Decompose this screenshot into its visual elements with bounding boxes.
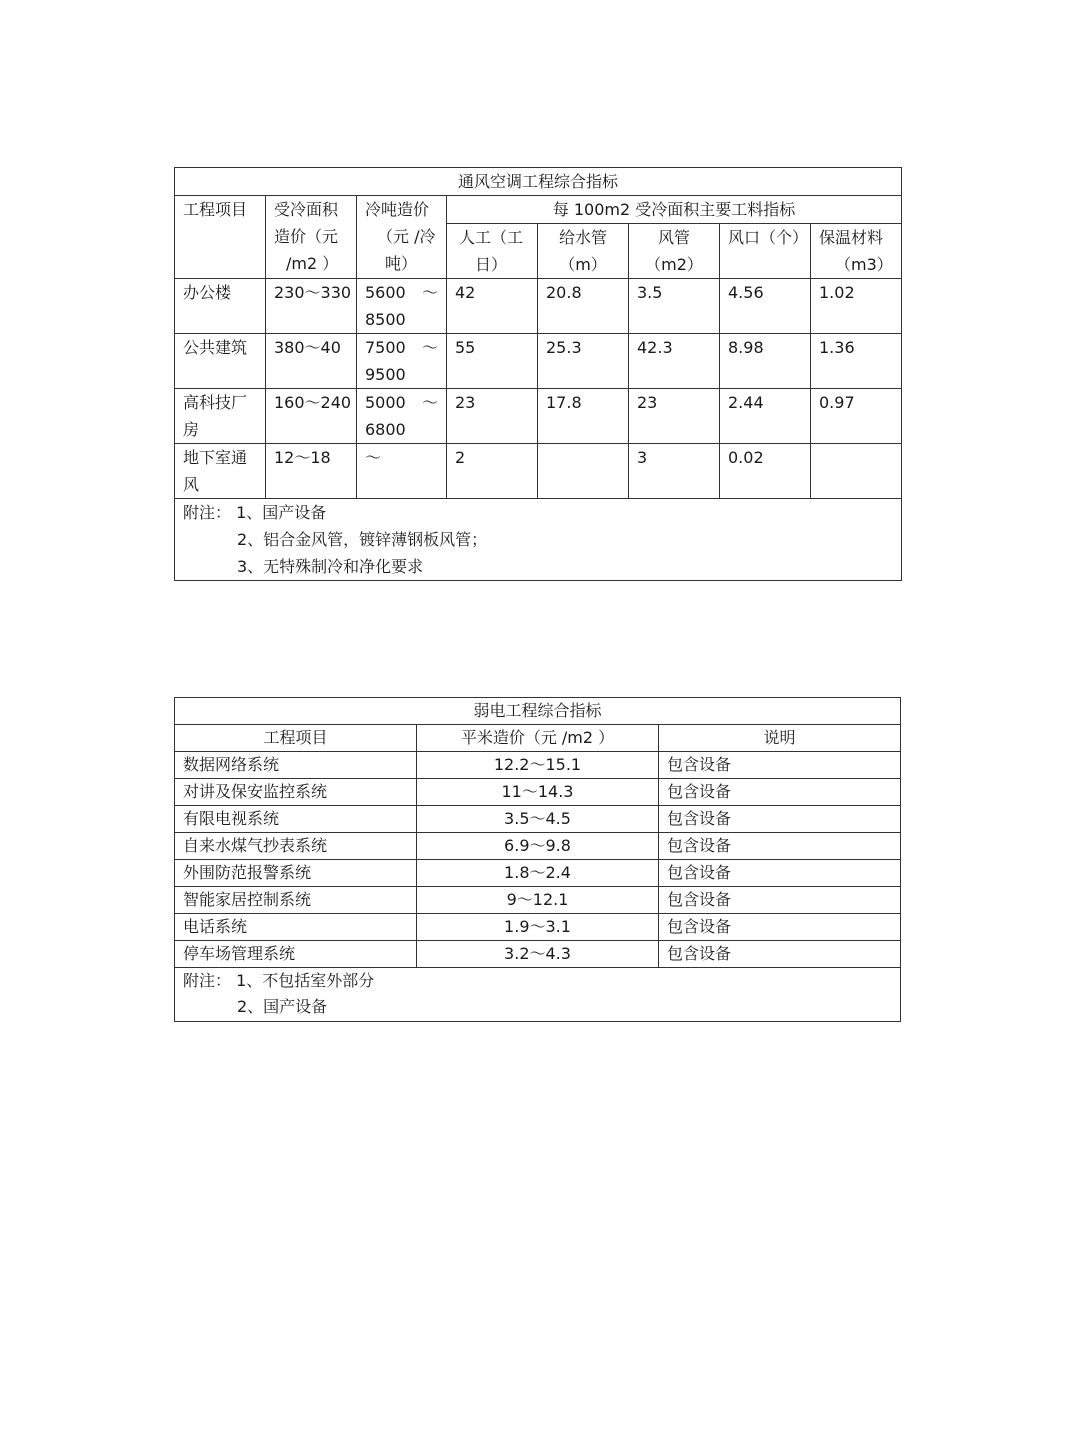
note-1: 附注： 1、国产设备 bbox=[183, 503, 327, 522]
table-row: 电话系统 1.9～3.1 包含设备 bbox=[175, 914, 901, 941]
table-row: 有限电视系统 3.5～4.5 包含设备 bbox=[175, 806, 901, 833]
hvac-table-title: 通风空调工程综合指标 bbox=[175, 168, 902, 196]
table-row: 公共建筑 380～40 7500 ～ 9500 55 25.3 42.3 8.98 1.36 bbox=[175, 334, 902, 389]
weak-current-index-table bbox=[174, 697, 901, 1022]
header-area-cost: 受冷面积 造价（元 /m2 ） bbox=[266, 196, 357, 279]
table-row: 智能家居控制系统 9～12.1 包含设备 bbox=[175, 887, 901, 914]
header-description: 说明 bbox=[659, 725, 901, 752]
table-row: 高科技厂 房 160～240 5000 ～ 6800 23 17.8 23 2.44 0.97 bbox=[175, 389, 902, 444]
weak-table-title: 弱电工程综合指标 bbox=[175, 698, 901, 725]
header-ton-cost: 冷吨造价 （元 /冷 吨） bbox=[357, 196, 447, 279]
table-row: 停车场管理系统 3.2～4.3 包含设备 bbox=[175, 941, 901, 968]
table-row: 数据网络系统 12.2～15.1 包含设备 bbox=[175, 752, 901, 779]
header-duct: 风管 （m2） bbox=[629, 224, 720, 279]
table-row: 外围防范报警系统 1.8～2.4 包含设备 bbox=[175, 860, 901, 887]
header-labor: 人工（工 日） bbox=[447, 224, 538, 279]
header-water-pipe: 给水管 （m） bbox=[538, 224, 629, 279]
header-group: 每 100m2 受冷面积主要工料指标 bbox=[447, 196, 902, 224]
notes-row bbox=[175, 499, 902, 581]
table-row: 自来水煤气抄表系统 6.9～9.8 包含设备 bbox=[175, 833, 901, 860]
header-item: 工程项目 bbox=[175, 725, 417, 752]
hvac-index-table bbox=[174, 167, 902, 581]
table-row: 办公楼 230～330 5600 ～ 8500 42 20.8 3.5 4.56 1.02 bbox=[175, 279, 902, 334]
note-2: 2、铝合金风管，镀锌薄钢板风管； bbox=[237, 530, 488, 549]
note-2: 2、国产设备 bbox=[237, 997, 328, 1016]
header-unit-cost: 平米造价（元 /m2 ） bbox=[417, 725, 659, 752]
notes-row bbox=[175, 968, 901, 1022]
header-insulation: 保温材料 （m3） bbox=[811, 224, 902, 279]
note-1: 附注： 1、不包括室外部分 bbox=[183, 971, 375, 990]
header-vent: 风口（个） bbox=[720, 224, 811, 279]
table-row: 地下室通 风 12～18 ～ 2 3 0.02 bbox=[175, 444, 902, 499]
header-item: 工程项目 bbox=[175, 196, 266, 279]
table-row: 对讲及保安监控系统 11～14.3 包含设备 bbox=[175, 779, 901, 806]
note-3: 3、无特殊制冷和净化要求 bbox=[237, 557, 424, 576]
